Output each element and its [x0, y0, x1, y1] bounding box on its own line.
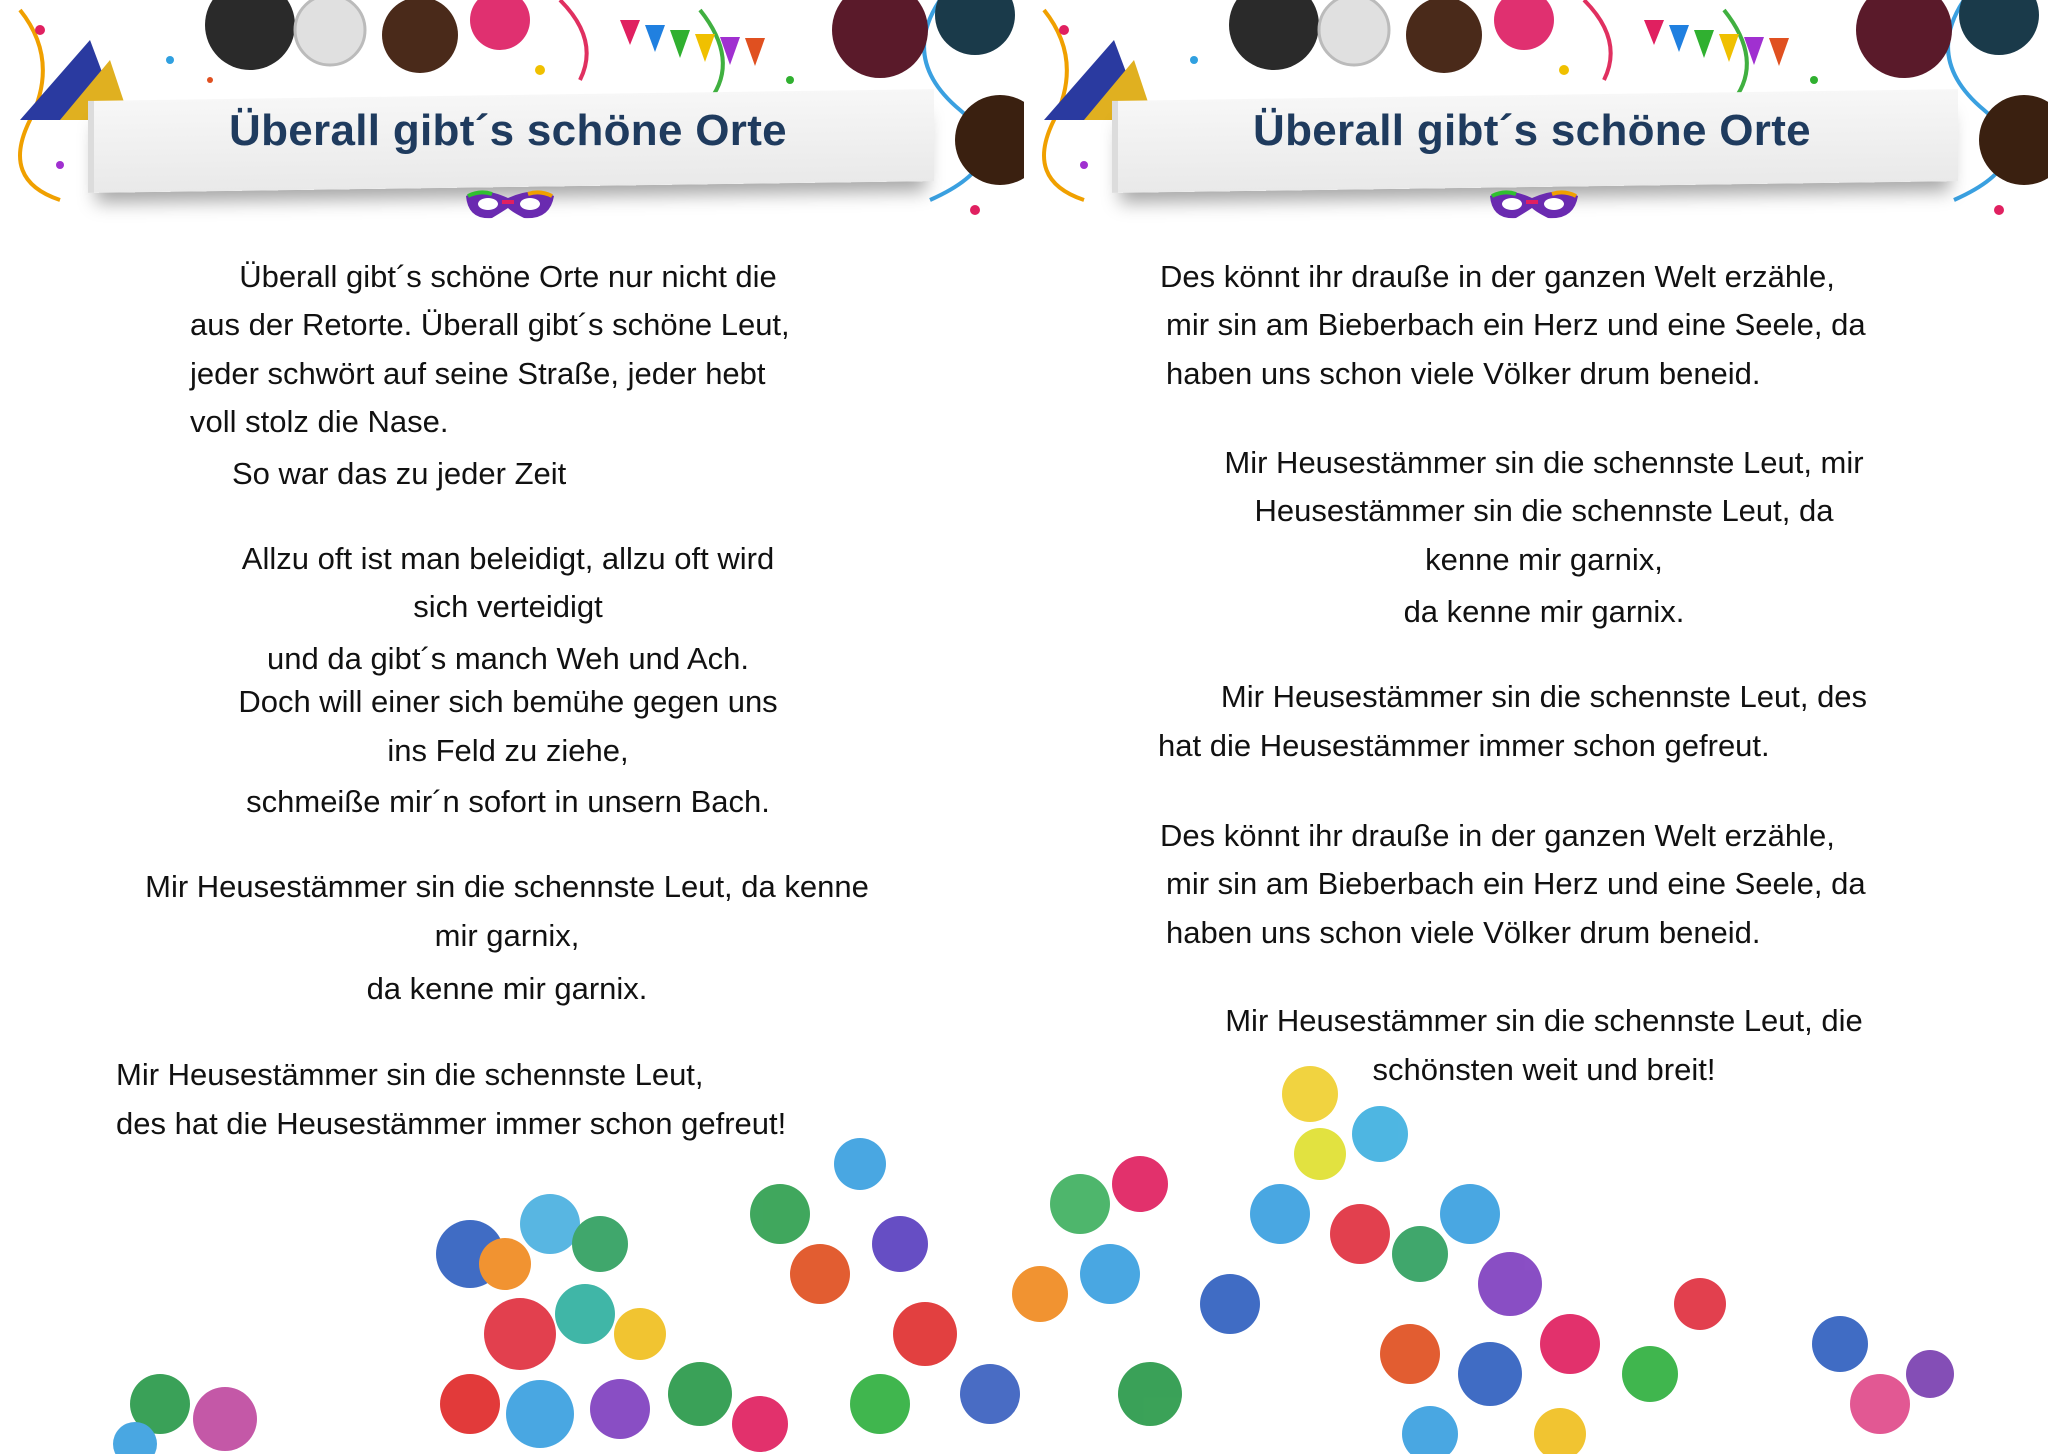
page-title: Überall gibt´s schöne Orte [229, 106, 787, 155]
text-line: und da gibt´s manch Weh und Ach. [267, 641, 749, 676]
text-line: Mir Heusestämmer sin die schennste Leut, des [1220, 679, 1868, 714]
bunting-flags [620, 20, 765, 66]
bunting-flags [1644, 20, 1789, 66]
carnival-mask-icon [462, 182, 558, 226]
text-line: Überall gibt´s schöne Orte nur nicht die [239, 259, 777, 294]
text-line: mir garnix, [434, 918, 580, 953]
text-line: schönsten weit und breit! [1372, 1052, 1716, 1087]
text-line: kenne mir garnix, [1425, 542, 1663, 577]
text-line: Des könnt ihr drauße in der ganzen Welt erzähle, [1160, 259, 1835, 294]
right-page [1024, 0, 2048, 1454]
text-line: da kenne mir garnix. [366, 971, 648, 1006]
text-line: So war das zu jeder Zeit [232, 456, 567, 491]
text-line: Mir Heusestämmer sin die schennste Leut, mir [1224, 445, 1864, 480]
page-title: Überall gibt´s schöne Orte [1253, 106, 1811, 155]
text-line: hat die Heusestämmer immer schon gefreut. [1158, 728, 1770, 763]
text-line: Heusestämmer sin die schennste Leut, da [1254, 493, 1834, 528]
text-line: Mir Heusestämmer sin die schennste Leut, [116, 1057, 704, 1092]
text-line: voll stolz die Nase. [190, 404, 449, 439]
text-line: sich verteidigt [413, 589, 603, 624]
text-line: Doch will einer sich bemühe gegen uns [238, 684, 778, 719]
carnival-mask-icon [1486, 182, 1582, 226]
text-line: aus der Retorte. Überall gibt´s schöne Leut, [190, 307, 790, 342]
text-line: jeder schwört auf seine Straße, jeder hebt [190, 356, 766, 391]
text-line: mir sin am Bieberbach ein Herz und eine Seele, da [1166, 307, 1866, 342]
text-line: haben uns schon viele Völker drum beneid. [1166, 356, 1761, 391]
text-line: ins Feld zu ziehe, [387, 733, 629, 768]
text-line: Allzu oft ist man beleidigt, allzu oft wird [241, 541, 775, 576]
text-line: schmeiße mir´n sofort in unsern Bach. [246, 784, 770, 819]
text-line: Mir Heusestämmer sin die schennste Leut, die [1225, 1003, 1863, 1038]
text-line: des hat die Heusestämmer immer schon gefreut! [116, 1106, 787, 1141]
text-line: haben uns schon viele Völker drum beneid. [1166, 915, 1761, 950]
text-line: da kenne mir garnix. [1403, 594, 1685, 629]
text-line: Des könnt ihr drauße in der ganzen Welt erzähle, [1160, 818, 1835, 853]
text-line: mir sin am Bieberbach ein Herz und eine Seele, da [1166, 866, 1866, 901]
text-line: Mir Heusestämmer sin die schennste Leut, da kenne [145, 869, 869, 904]
